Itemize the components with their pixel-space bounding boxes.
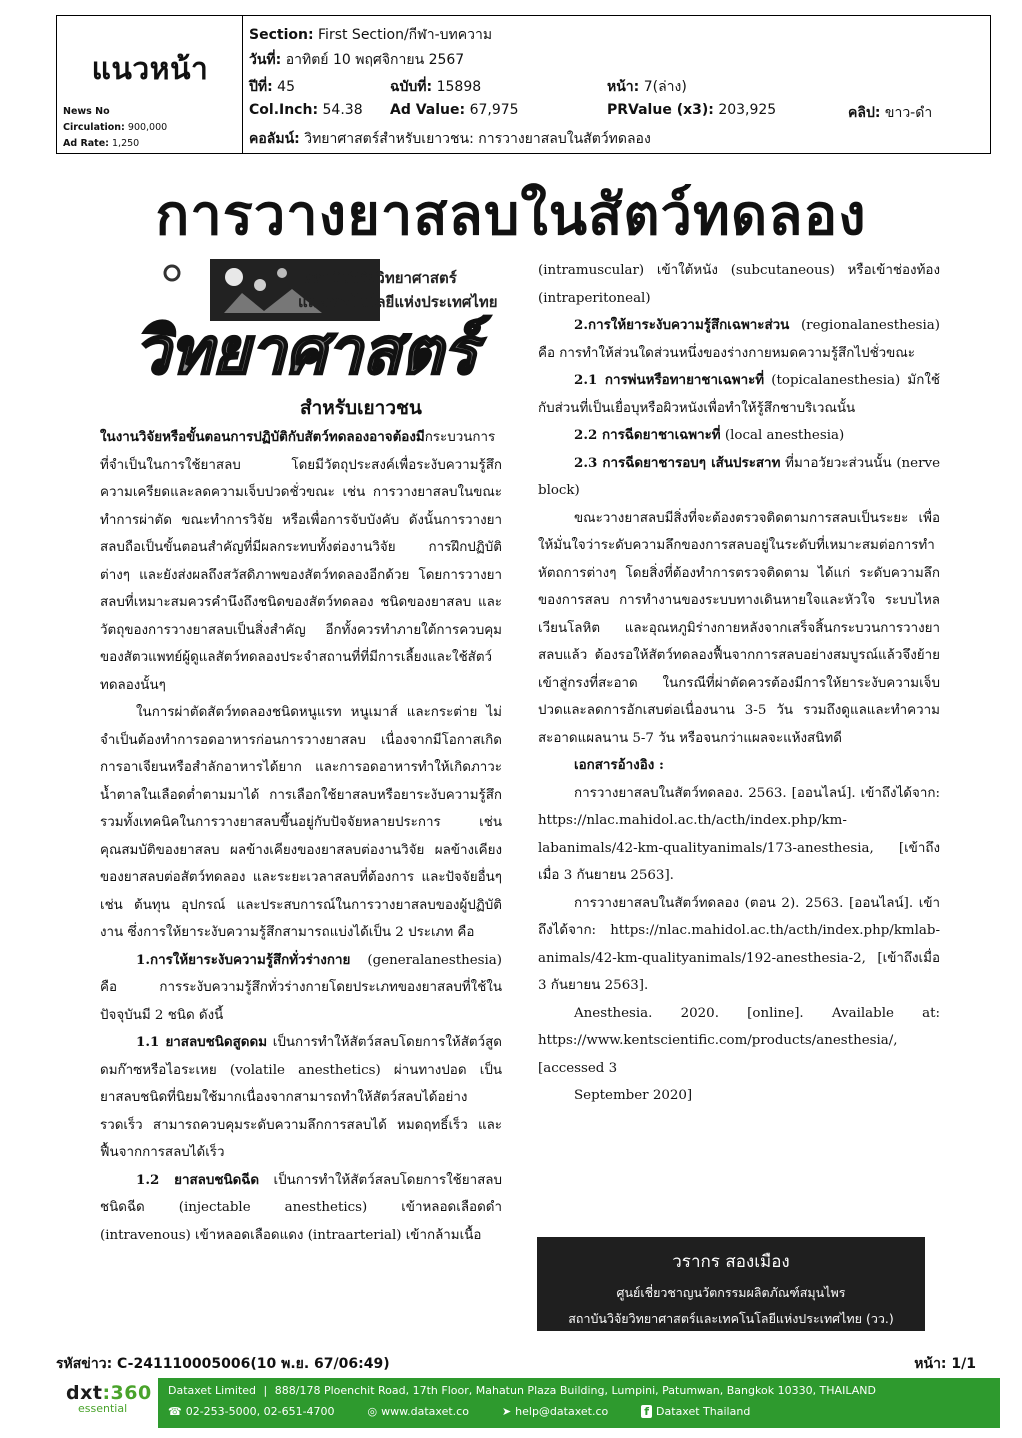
article-headline: การวางยาสลบในสัตว์ทดลอง bbox=[155, 183, 867, 248]
circulation: Circulation: 900,000 bbox=[63, 122, 168, 133]
section-1: 1.การให้ยาระงับความรู้สึกทั่วร่างกาย (generalanesthesia) คือ การระงับความรู้สึกทั่วร่างกายโดยประเภทของยาสลบที่ใช้ในปัจจุบันมี 2 ชนิด ดังนี้ bbox=[100, 951, 502, 1023]
news-no: News No bbox=[63, 106, 110, 117]
footer-contact-line bbox=[168, 1405, 750, 1418]
footer-facebook[interactable]: Dataxet Thailand bbox=[656, 1405, 751, 1418]
reference-2: การวางยาสลบในสัตว์ทดลอง (ตอน 2). 2563. [ออนไลน์]. เข้าถึงได้จาก: https://nlac.mahidol.ac.th/acth/index.php/kmlab-animals/42-km-qualityanimals/192-anesthesia-2, [เข้าถึงเมื่อ 3 กันยายน 2563]. bbox=[538, 895, 940, 993]
advalue-field: Ad Value: 67,975 bbox=[390, 102, 519, 118]
reference-3: Anesthesia. 2020. [online]. Available at: https://www.kentscientific.com/products/anesthesia/, [accessed 3 bbox=[538, 1005, 940, 1076]
column-row: คอลัมน์: วิทยาศาสตร์สำหรับเยาวชน: การวางยาสลบในสัตว์ทดลอง bbox=[249, 131, 651, 147]
section-2: 2.การให้ยาระงับความรู้สึกเฉพาะส่วน (regionalanesthesia) คือ การทำให้ส่วนใดส่วนหนึ่งของร่างกายหมดความรู้สึกไปชั่วขณะ bbox=[538, 317, 940, 361]
logo-org-line1: สถาบันวิจัยวิทยาศาสตร์ bbox=[304, 269, 457, 287]
article-column-left bbox=[100, 424, 502, 1249]
column-logo bbox=[132, 255, 498, 413]
author-name: วรากร สองเมือง bbox=[672, 1252, 790, 1272]
date-row: วันที่: อาทิตย์ 10 พฤศจิกายน 2567 bbox=[249, 52, 465, 68]
prvalue-field: PRValue (x3): 203,925 bbox=[607, 102, 777, 118]
article-column-right bbox=[538, 257, 940, 1110]
footer-email[interactable]: help@dataxet.co bbox=[515, 1405, 609, 1418]
footer-bar bbox=[62, 1378, 1000, 1428]
page-field: หน้า: 7(ล่าง) bbox=[607, 79, 687, 95]
header-left-panel bbox=[57, 16, 243, 153]
phone-icon: ☎ bbox=[168, 1405, 182, 1418]
footer-company: Dataxet Limited bbox=[168, 1384, 257, 1397]
section-row: Section: First Section/กีฬา-บทความ bbox=[249, 27, 493, 43]
news-id: รหัสข่าว: C-241110005006(10 พ.ย. 67/06:49) bbox=[56, 1356, 390, 1372]
reference-1: การวางยาสลบในสัตว์ทดลอง. 2563. [ออนไลน์]. เข้าถึงได้จาก: https://nlac.mahidol.ac.th/acth/index.php/km-labanimals/42-km-qualityanimals/173-anesthesia, [เข้าถึงเมื่อ 3 กันยายน 2563]. bbox=[538, 785, 940, 883]
colinch-field: Col.Inch: 54.38 bbox=[249, 102, 363, 118]
paragraph-intro: ในงานวิจัยหรือขั้นตอนการปฏิบัติกับสัตว์ทดลองอาจต้องมีกระบวนการที่จำเป็นในการใช้ยาสลบ โดยมีวัตถุประสงค์เพื่อระงับความรู้สึก ความเครียดและลดความเจ็บปวดชั่วขณะ เช่น การวางยาสลบในขณะทำการผ่าตัด ขณะทำการวิจัย หรือเพื่อการจับบังคับ ดังนั้นการวางยาสลบถือเป็นขั้นตอนสำคัญที่มีผลกระทบทั้งต่องานวิจัย การฝึกปฏิบัติต่างๆ และยังส่งผลถึงสวัสดิภาพของสัตว์ทดลองอีกด้วย โดยการวางยาสลบที่เหมาะสมควรคำนึงถึงชนิดของสัตว์ทดลอง ชนิดของยาสลบ และวัตถุของการวางยาสลบเป็นสิ่งสำคัญ อีกทั้งควรทำภายใต้การควบคุมของสัตวแพทย์ผู้ดูแลสัตว์ทดลองประจำสถานที่ที่มีการเลี้ยงและใช้สัตว์ทดลองนั้นๆ bbox=[100, 429, 502, 693]
author-affiliation-2: สถาบันวิจัยวิทยาศาสตร์และเทคโนโลยีแห่งประเทศไทย (วว.) bbox=[568, 1311, 894, 1326]
paragraph-2: ในการผ่าตัดสัตว์ทดลองชนิดหนูแรท หนูเมาส์ และกระต่าย ไม่จำเป็นต้องทำการอดอาหารก่อนการวางยาสลบ เนื่องจากมีโอกาสเกิดการอาเจียนหรือสำลักอาหารได้ยาก และการอดอาหารทำให้เกิดภาวะน้ำตาลในเลือดต่ำตามมาได้ การเลือกใช้ยาสลบหรือยาระงับความรู้สึก รวมทั้งเทคนิคในการวางยาสลบขึ้นอยู่กับปัจจัยหลายประการ เช่น คุณสมบัติของยาสลบ ผลข้างเคียงของยาสลบต่องานวิจัย ผลข้างเคียงของยาสลบต่อสัตว์ทดลอง และระยะเวลาสลบที่ต้องการ และปัจจัยอื่นๆ เช่น ต้นทุน อุปกรณ์ และประสบการณ์ในการวางยาสลบของผู้ปฏิบัติงาน ซึ่งการให้ยาระงับความรู้สึกสามารถแบ่งได้เป็น 2 ประเภท คือ bbox=[100, 705, 502, 940]
section-2-1: 2.1 การพ่นหรือทายาชาเฉพาะที่ (topicalanesthesia) มักใช้กับส่วนที่เป็นเยื่อบุหรือผิวหนังเพื่อทำให้รู้สึกชาบริเวณนั้น bbox=[538, 372, 940, 416]
logo-big-text: วิทยาศาสตร์ bbox=[134, 315, 478, 389]
footer-web[interactable]: www.dataxet.co bbox=[381, 1405, 469, 1418]
globe-icon: ◎ bbox=[367, 1405, 378, 1418]
logo-tagline: สำหรับเยาวชน bbox=[300, 397, 422, 419]
header-right-panel bbox=[243, 16, 990, 153]
clip-field: คลิป: ขาว-ดำ bbox=[848, 105, 933, 121]
section-1-2: 1.2 ยาสลบชนิดฉีด เป็นการทำให้สัตว์สลบโดยการใช้ยาสลบชนิดฉีด (injectable anesthetics) เข้าหลอดเลือดดำ (intravenous) เข้าหลอดเลือดแดง (intraarterial) เข้ากล้ามเนื้อ bbox=[100, 1171, 502, 1243]
send-icon: ➤ bbox=[501, 1405, 512, 1418]
issue-field: ฉบับที่: 15898 bbox=[390, 79, 482, 95]
page-count: หน้า: 1/1 bbox=[914, 1356, 976, 1372]
footer-phone[interactable]: 02-253-5000, 02-651-4700 bbox=[185, 1405, 335, 1418]
newspaper-name: แนวหน้า bbox=[91, 52, 209, 87]
section-2-2: 2.2 การฉีดยาชาเฉพาะที่ (local anesthesia) bbox=[574, 427, 845, 443]
references-title: เอกสารอ้างอิง : bbox=[574, 757, 664, 773]
brand-dxt: dxt bbox=[66, 1382, 103, 1404]
footer-contact-strip bbox=[158, 1378, 1000, 1428]
author-box bbox=[537, 1237, 925, 1331]
dataxet-logo bbox=[62, 1378, 158, 1428]
reference-3-end: September 2020] bbox=[574, 1088, 693, 1103]
year-field: ปีที่: 45 bbox=[249, 79, 295, 95]
author-affiliation-1: ศูนย์เชี่ยวชาญนวัตกรรมผลิตภัณฑ์สมุนไพร bbox=[616, 1285, 846, 1300]
paragraph-monitoring: ขณะวางยาสลบมีสิ่งที่จะต้องตรวจติดตามการสลบเป็นระยะ เพื่อให้มั่นใจว่าระดับความลึกของการสลบอยู่ในระดับที่เหมาะสมต่อการทำหัตถการต่างๆ โดยสิ่งที่ต้องทำการตรวจติดตาม ได้แก่ ระดับความลึกของการสลบ การทำงานของระบบทางเดินหายใจและหัวใจ ระบบไหลเวียนโลหิต และอุณหภูมิร่างกายหลังจากเสร็จสิ้นกระบวนการวางยาสลบแล้ว ต้องรอให้สัตว์ทดลองฟื้นจากการสลบอย่างสมบูรณ์แล้วจึงย้ายเข้าสู่กรงที่สะอาด ในกรณีที่ผ่าตัดควรต้องมีการให้ยาระงับความเจ็บปวดและลดการอักเสบต่อเนื่องนาน 3-5 วัน รวมถึงดูแลและทำความสะอาดแผลนาน 5-7 วัน หรือจนกว่าแผลจะแห้งสนิทดี bbox=[538, 510, 940, 746]
section-1-2-continued: (intramuscular) เข้าใต้หนัง (subcutaneous) หรือเข้าช่องท้อง (intraperitoneal) bbox=[538, 263, 940, 306]
footer-address: 888/178 Ploenchit Road, 17th Floor, Mahatun Plaza Building, Lumpini, Patumwan, Bangkok 10330, THAILAND bbox=[274, 1384, 876, 1397]
footer-address-line: Dataxet Limited | 888/178 Ploenchit Road, 17th Floor, Mahatun Plaza Building, Lumpini, Patumwan, Bangkok 10330, THAILAND bbox=[168, 1384, 876, 1397]
ad-rate: Ad Rate: 1,250 bbox=[63, 138, 140, 149]
section-2-3: 2.3 การฉีดยาชารอบๆ เส้นประสาท ที่มาอวัยวะส่วนนั้น (nerve block) bbox=[538, 454, 940, 498]
brand-essential: essential bbox=[78, 1402, 128, 1415]
facebook-icon: f bbox=[641, 1405, 652, 1418]
clipping-header bbox=[56, 15, 991, 154]
section-1-1: 1.1 ยาสลบชนิดสูดดม เป็นการทำให้สัตว์สลบโดยการให้สัตว์สูดดมก๊าซหรือไอระเหย (volatile anesthetics) ผ่านทางปอด เป็นยาสลบชนิดที่นิยมใช้มากเนื่องจากสามารถทำให้สัตว์สลบได้อย่างรวดเร็ว สามารถควบคุมระดับความลึกการสลบได้ หมดฤทธิ์เร็ว และฟื้นจากการสลบได้เร็ว bbox=[100, 1034, 502, 1160]
logo-org-line2: และเทคโนโลยีแห่งประเทศไทย bbox=[298, 293, 498, 311]
brand-360: :360 bbox=[102, 1382, 152, 1404]
